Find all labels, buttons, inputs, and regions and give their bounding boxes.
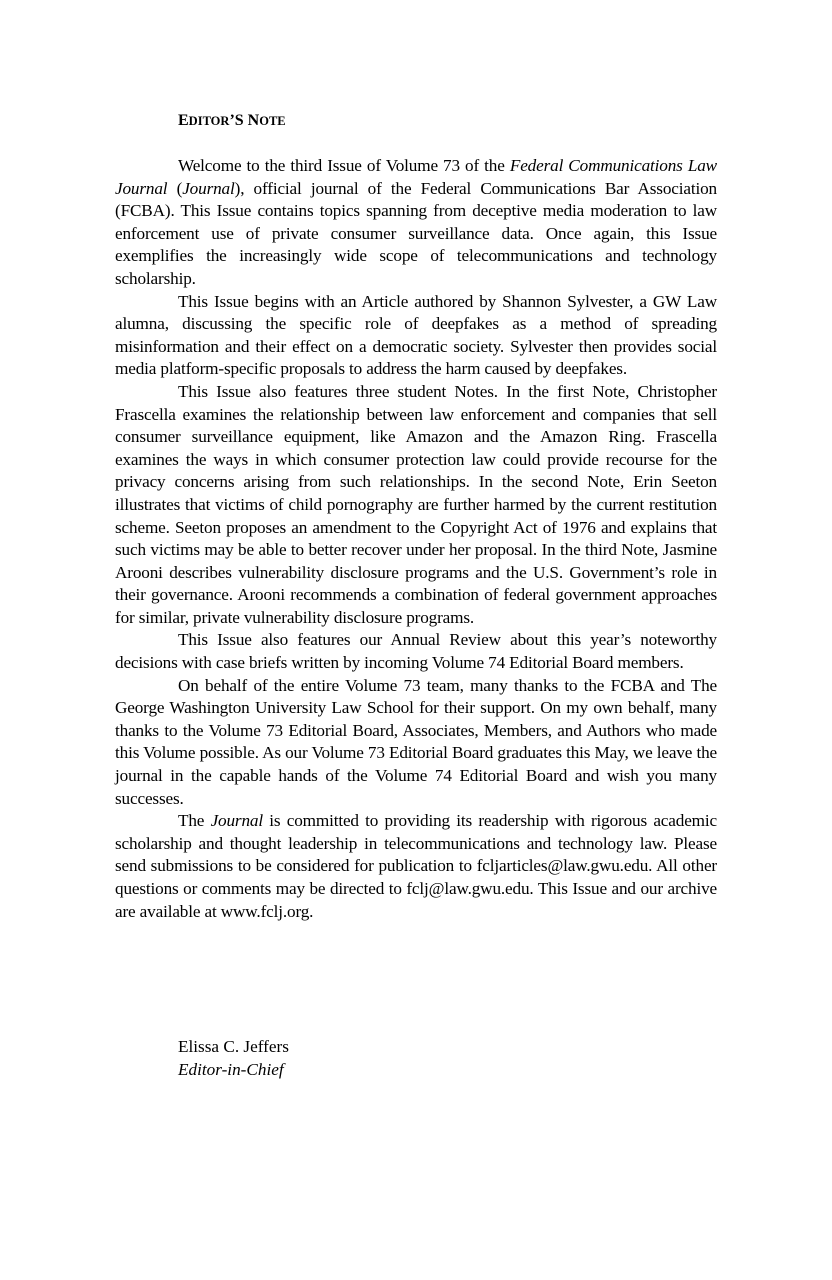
signer-title-text: Editor-in-Chief <box>178 1059 284 1079</box>
paragraph-submissions <box>115 810 717 923</box>
journal-short-name: Journal <box>210 811 263 831</box>
title-part: OTE <box>259 114 286 128</box>
page-title <box>178 111 286 131</box>
signature-block <box>178 1036 289 1081</box>
paragraph-annual-review: This Issue also features our Annual Review about this year’s noteworthy decisions with case briefs written by incoming Volume 74 Editorial Board members. <box>115 630 717 673</box>
title-part: ’S N <box>229 112 260 129</box>
text-run: is committed to providing its readership with rigorous academic scholarship and thought leadership in telecommunications and technology law. Please send submissions to be considered for publication to fcljarticles@law.gwu.edu. All other questions or comments may be directed to fclj@law.gwu.edu. This Issue and our archive are available at www.fclj.org. <box>115 811 717 921</box>
text-run: The <box>178 811 211 831</box>
title-part: DITOR <box>188 114 230 128</box>
title-part: E <box>178 112 189 129</box>
text-run: ( <box>167 178 183 198</box>
note-body <box>115 155 717 923</box>
paragraph-article: This Issue begins with an Article authored by Shannon Sylvester, a GW Law alumna, discussing the specific role of deepfakes as a method of spreading misinformation and their effect on a democratic society. Sylvester then provides social media platform-specific proposals to address the harm caused by deepfakes. <box>115 291 717 379</box>
journal-short-name: Journal <box>182 178 235 198</box>
journal-name: Federal Communications Law Journal <box>115 156 717 198</box>
paragraph-notes: This Issue also features three student Notes. In the first Note, Christopher Frascella examines the relationship between law enforcement and companies that sell consumer surveillance equipment, like Amazon and the Amazon Ring. Frascella examines the ways in which consumer protection law could provide recourse for the privacy concerns arising from such relationships. In the second Note, Erin Seeton illustrates that victims of child pornography are further harmed by the current restitution scheme. Seeton proposes an amendment to the Copyright Act of 1976 and explains that such victims may be able to better recover under her proposal. In the third Note, Jasmine Arooni describes vulnerability disclosure programs and the U.S. Government’s role in their governance. Arooni recommends a combination of federal government approaches for similar, private vulnerability disclosure programs. <box>115 381 717 627</box>
paragraph-welcome <box>115 155 717 291</box>
paragraph-thanks: On behalf of the entire Volume 73 team, many thanks to the FCBA and The George Washington University Law School for their support. On my own behalf, many thanks to the Volume 73 Editorial Board, Associates, Members, and Authors who made this Volume possible. As our Volume 73 Editorial Board graduates this May, we leave the journal in the capable hands of the Volume 74 Editorial Board and wish you many successes. <box>115 675 717 808</box>
signer-title <box>178 1059 289 1082</box>
signer-name: Elissa C. Jeffers <box>178 1037 289 1056</box>
text-run: Welcome to the third Issue of Volume 73 of the <box>178 156 510 175</box>
text-run: ), official journal of the Federal Communications Bar Association (FCBA). This Issue contains topics spanning from deceptive media moderation to law enforcement use of private consumer surveillance data. Once again, this Issue exemplifies the increasingly wide scope of telecommunications and technology scholarship. <box>115 178 717 288</box>
